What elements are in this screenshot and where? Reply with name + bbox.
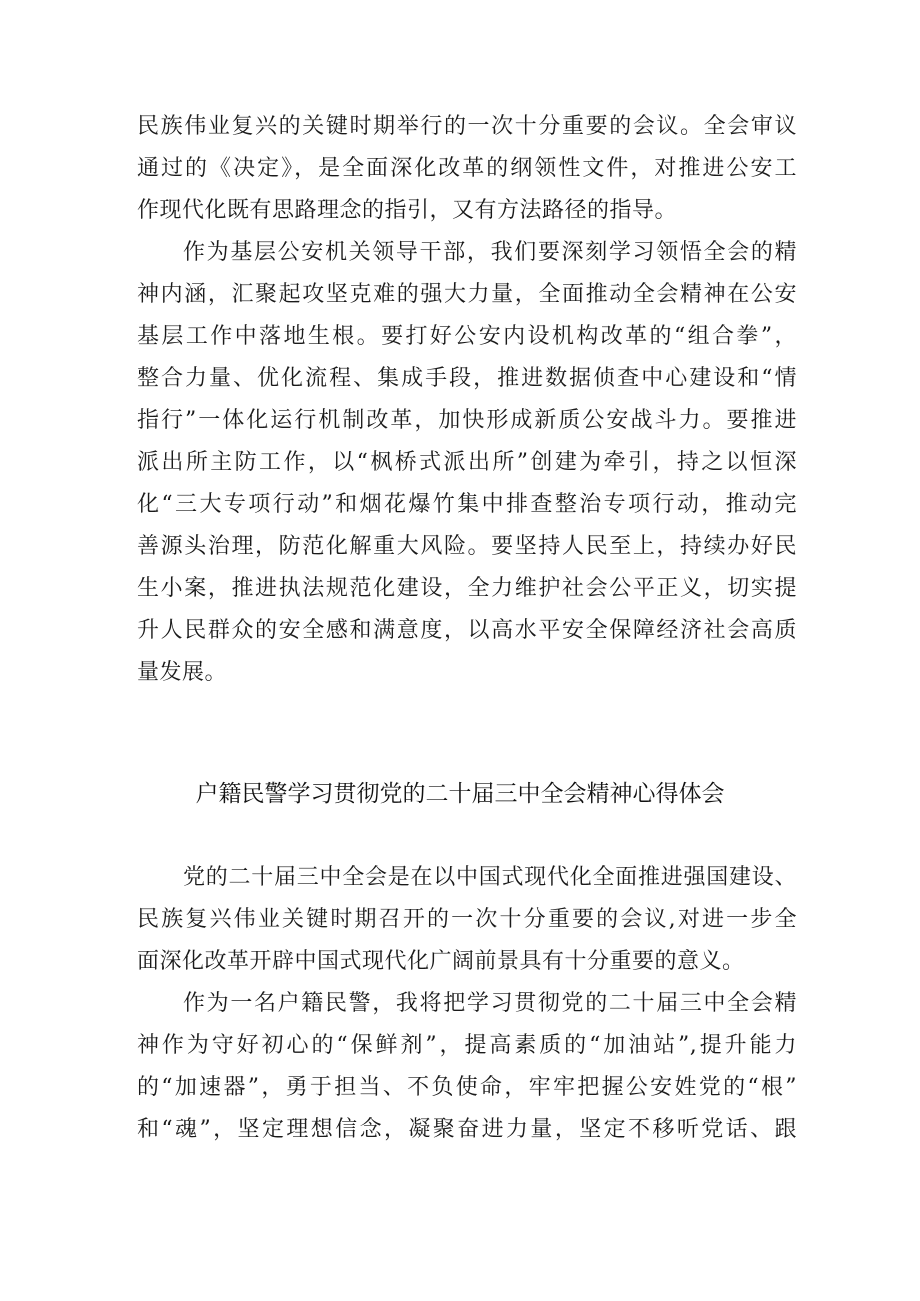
text-line: 量发展。: [137, 660, 228, 685]
paragraph: [137, 106, 797, 232]
text-line: 化“三大专项行动”和烟花爆竹集中排查整治专项行动，推动完: [137, 492, 797, 517]
text-line: 民族伟业复兴的关键时期举行的一次十分重要的会议。全会审议: [137, 114, 797, 139]
paragraph: [137, 232, 797, 694]
text-line: 党的二十届三中全会是在以中国式现代化全面推进强国建设、: [183, 865, 797, 890]
text-line: 派出所主防工作，以“枫桥式派出所”创建为牵引，持之以恒深: [137, 450, 797, 475]
text-line: 善源头治理，防范化解重大风险。要坚持人民至上，持续办好民: [137, 534, 797, 559]
text-line: 面深化改革开辟中国式现代化广阔前景具有十分重要的意义。: [137, 949, 745, 974]
text-line: 的“加速器”，勇于担当、不负使命，牢牢把握公安姓党的“根”: [137, 1075, 797, 1100]
text-line: 民族复兴伟业关键时期召开的一次十分重要的会议,对进一步全: [137, 907, 797, 932]
text-line: 指行”一体化运行机制改革，加快形成新质公安战斗力。要推进: [137, 408, 797, 433]
section-title: 户籍民警学习贯彻党的二十届三中全会精神心得体会: [195, 781, 725, 807]
paragraph: [137, 983, 797, 1151]
upper-section: [137, 106, 797, 694]
paragraph: [137, 857, 797, 983]
text-line: 升人民群众的安全感和满意度，以高水平安全保障经济社会高质: [137, 618, 797, 643]
text-line: 整合力量、优化流程、集成手段，推进数据侦查中心建设和“情: [137, 366, 797, 391]
text-line: 和“魂”，坚定理想信念，凝聚奋进力量，坚定不移听党话、跟: [137, 1117, 797, 1142]
text-line: 生小案，推进执法规范化建设，全力维护社会公平正义，切实提: [137, 576, 797, 601]
lower-section: [137, 857, 797, 1151]
text-line: 作为基层公安机关领导干部，我们要深刻学习领悟全会的精: [183, 240, 797, 265]
text-line: 作现代化既有思路理念的指引，又有方法路径的指导。: [137, 198, 678, 223]
text-line: 作为一名户籍民警，我将把学习贯彻党的二十届三中全会精: [183, 991, 797, 1016]
text-line: 神作为守好初心的“保鲜剂”，提高素质的“加油站”,提升能力: [137, 1033, 797, 1058]
text-line: 通过的《决定》，是全面深化改革的纲领性文件，对推进公安工: [137, 156, 797, 181]
text-line: 基层工作中落地生根。要打好公安内设机构改革的“组合拳”，: [137, 324, 797, 349]
text-line: 神内涵，汇聚起攻坚克难的强大力量，全面推动全会精神在公安: [137, 282, 797, 307]
